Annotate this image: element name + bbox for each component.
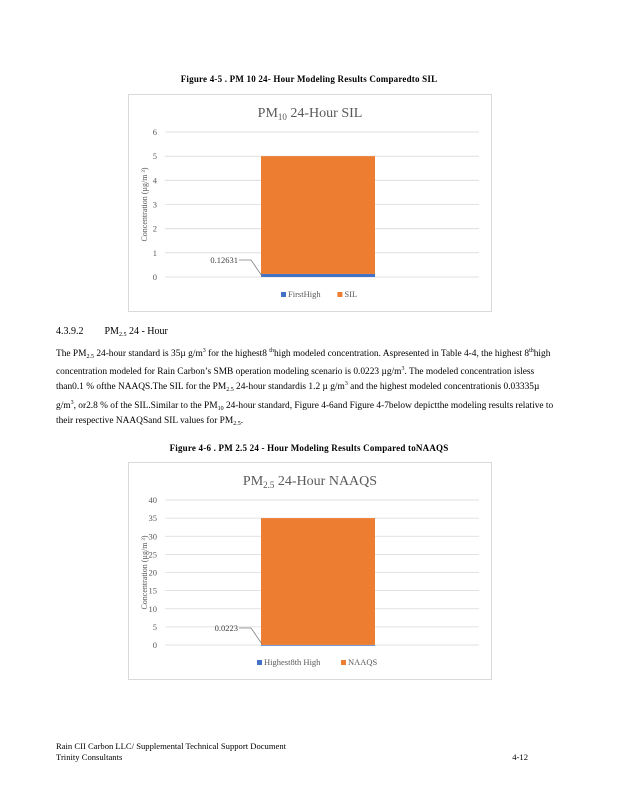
data-label-leader bbox=[239, 628, 262, 644]
para-text: for the highest8 bbox=[205, 349, 270, 359]
legend-swatch bbox=[337, 292, 342, 297]
y-tick-label: 0 bbox=[152, 640, 157, 650]
bar-naaqs bbox=[261, 518, 375, 645]
y-axis-label: Concentration (µg/m ³) bbox=[140, 535, 149, 610]
section-title-sub: 2.5 bbox=[118, 332, 127, 338]
page-number: 4-12 bbox=[512, 752, 528, 762]
para-sup: th bbox=[529, 348, 534, 354]
y-tick-label: 30 bbox=[148, 531, 157, 542]
para-sub: 10 bbox=[217, 405, 224, 412]
para-text: . The modeled concentration isless than0.1 % ofthe NAAQS.The SIL for the PM bbox=[56, 367, 535, 393]
legend-swatch bbox=[341, 660, 346, 665]
chart-title: $PM_{2.5}$ 24-Hour NAAQS bbox=[242, 474, 378, 490]
chart-title: $PM_{10}$ 24-Hour SIL bbox=[257, 106, 363, 122]
data-label: 0.0223 bbox=[214, 623, 238, 633]
para-text: high modeled concentration. Aspresented in Table 4-4, the highest 8 bbox=[273, 349, 530, 359]
legend-label: FirstHigh bbox=[288, 289, 321, 299]
y-tick-label: 5 bbox=[152, 151, 157, 162]
y-tick-label: 5 bbox=[152, 621, 157, 632]
footer bbox=[56, 741, 286, 762]
legend-label: SIL bbox=[344, 289, 358, 299]
para-sup: 3 bbox=[401, 366, 405, 373]
para-text: 24-hour standard, Figure 4-6and Figure 4-7below depictthe modeling results relative to their respective NAAQSand SIL values for PM bbox=[56, 400, 554, 426]
para-text: The PM bbox=[56, 349, 87, 359]
para-text: . bbox=[240, 415, 244, 426]
para-sup: 3 bbox=[344, 381, 348, 388]
body-paragraph bbox=[56, 345, 556, 430]
pm25-naaqs-chart bbox=[128, 462, 492, 680]
section-heading bbox=[56, 326, 168, 338]
y-axis-label: Concentration (µg/m ³) bbox=[140, 167, 149, 242]
para-text: high concentration modeled for Rain Carbon’s SMB operation modeling scenario is 0.0223 µg/m bbox=[56, 349, 551, 378]
footer-company: Trinity Consultants bbox=[56, 751, 123, 762]
para-text: 24-hour standardis 1.2 µ g/m bbox=[233, 382, 345, 393]
y-tick-label: 20 bbox=[148, 567, 157, 578]
data-label-leader bbox=[239, 260, 262, 276]
y-tick-label: 0 bbox=[152, 272, 157, 282]
data-label: 0.12631 bbox=[210, 255, 238, 265]
para-sup: 3 bbox=[70, 399, 74, 406]
para-text: 24-hour standard is 35µ g/m bbox=[93, 349, 203, 359]
bar-highest8th-high bbox=[261, 645, 375, 646]
pm10-sil-chart-svg bbox=[129, 95, 491, 311]
y-tick-label: 4 bbox=[152, 175, 157, 186]
para-sup: 3 bbox=[202, 348, 206, 354]
pm10-sil-chart bbox=[128, 94, 492, 312]
y-tick-label: 3 bbox=[152, 199, 157, 210]
para-sup: th bbox=[269, 348, 274, 354]
figure-4-6-caption: Figure 4-6 . PM 2.5 24 - Hour Modeling Results Compared toNAAQS bbox=[169, 443, 449, 453]
y-tick-label: 10 bbox=[148, 603, 157, 614]
section-title-suffix: 24 - Hour bbox=[126, 326, 168, 337]
footer-document-title: Rain CII Carbon LLC/ Supplemental Technical Support Document bbox=[56, 741, 287, 751]
legend-swatch bbox=[281, 292, 286, 297]
section-number: 4.3.9.2 bbox=[56, 326, 84, 337]
para-sub: 2.5 bbox=[86, 354, 94, 360]
y-tick-label: 40 bbox=[148, 495, 157, 505]
para-text: , or2.8 % of the SIL.Similar to the PM bbox=[73, 400, 218, 411]
y-tick-label: 2 bbox=[152, 223, 157, 234]
bar-firsthigh bbox=[261, 274, 375, 277]
figure-4-5-caption: Figure 4-5 . PM 10 24- Hour Modeling Results Comparedto SIL bbox=[180, 74, 438, 84]
pm25-naaqs-chart-svg bbox=[129, 463, 491, 679]
legend-label: Highest8th High bbox=[264, 657, 321, 667]
para-text: and the highest modeled concentrationis 0.03335µ g/m bbox=[56, 382, 540, 411]
y-tick-label: 35 bbox=[148, 513, 157, 524]
bar-sil bbox=[261, 156, 375, 274]
legend-swatch bbox=[257, 660, 262, 665]
legend-label: NAAQS bbox=[348, 657, 378, 667]
y-tick-label: 25 bbox=[148, 549, 157, 560]
y-tick-label: 1 bbox=[152, 247, 157, 258]
para-sub: 2.5 bbox=[226, 387, 234, 394]
section-title-prefix: PM bbox=[104, 326, 119, 337]
y-tick-label: 15 bbox=[148, 585, 157, 596]
para-sub: 2.5 bbox=[233, 420, 241, 427]
y-tick-label: 6 bbox=[152, 127, 157, 137]
